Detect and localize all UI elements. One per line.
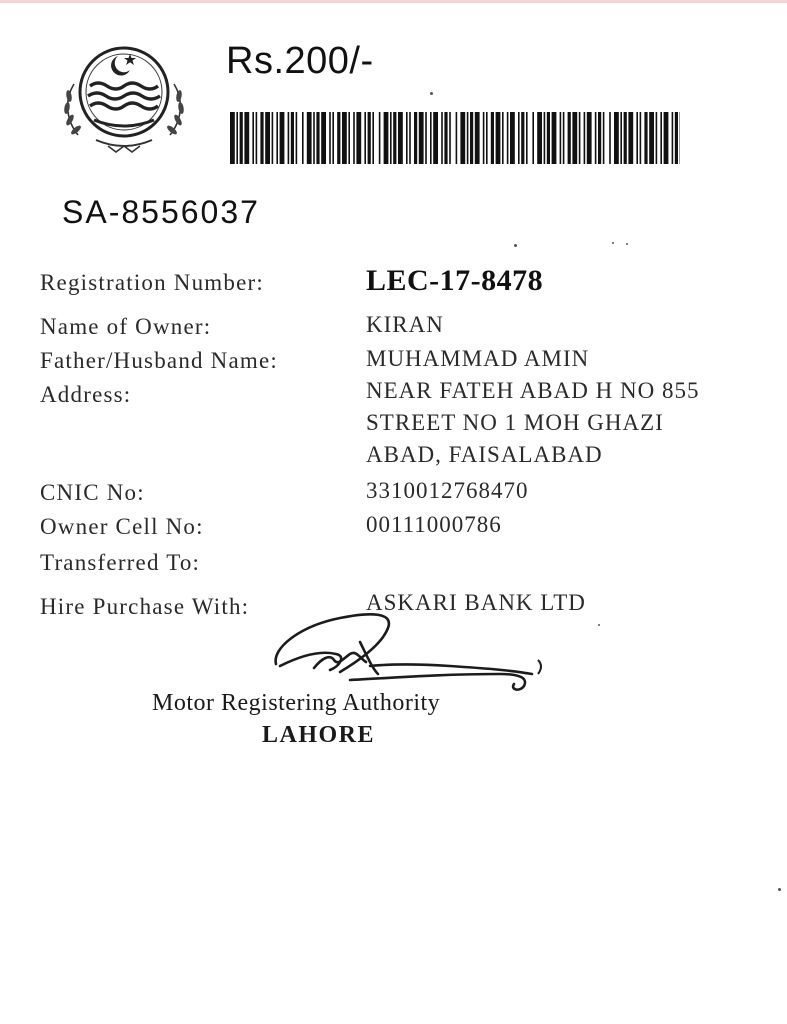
value-address-line-1: NEAR FATEH ABAD H NO 855 [366,378,700,403]
value-owner-name: KIRAN [366,312,444,337]
fee-amount: Rs.200/- [226,40,374,82]
scan-speck [612,242,614,244]
scan-speck [598,624,600,626]
value-cnic-number: 3310012768470 [366,478,529,503]
value-hire-purchase-with: ASKARI BANK LTD [366,590,586,615]
barcode-graphic [230,112,680,164]
label-cnic-number: CNIC No: [40,480,145,505]
value-address-line-2: STREET NO 1 MOH GHAZI [366,410,664,435]
value-registration-number: LEC-17-8478 [366,264,544,297]
label-owner-cell-number: Owner Cell No: [40,514,204,539]
signature-graphic [270,608,560,698]
value-father-husband-name: MUHAMMAD AMIN [366,346,590,371]
authority-name: Motor Registering Authority [152,690,441,716]
scan-speck [430,92,433,95]
label-transferred-to: Transferred To: [40,550,201,575]
serial-number: SA-8556037 [62,194,260,230]
scan-speck [626,243,628,245]
punjab-emblem-icon [58,40,190,158]
label-hire-purchase-with: Hire Purchase With: [40,594,250,619]
value-address-line-3: ABAD, FAISALABAD [366,442,603,467]
value-owner-cell-number: 00111000786 [366,512,502,537]
page-top-edge [0,0,787,3]
label-owner-name: Name of Owner: [40,314,212,339]
scan-speck [778,888,781,891]
authority-city: LAHORE [262,722,376,748]
scan-speck [514,244,517,247]
label-registration-number: Registration Number: [40,270,264,295]
label-address: Address: [40,382,132,407]
label-father-husband-name: Father/Husband Name: [40,348,278,373]
